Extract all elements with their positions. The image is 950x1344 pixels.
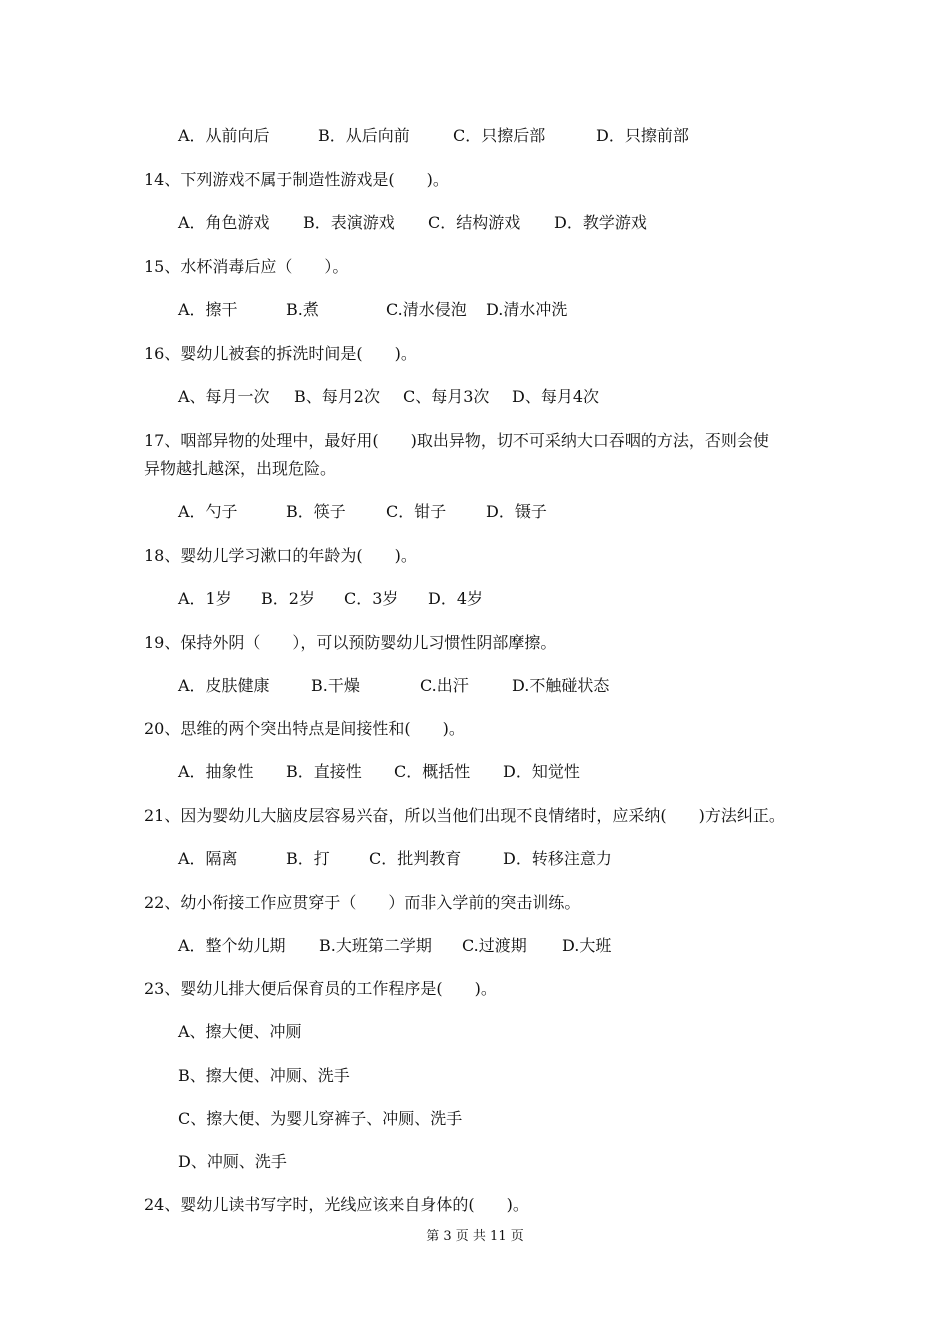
option-a: A．隔离 (178, 849, 238, 868)
option-a: A．整个幼儿期 (178, 936, 286, 955)
option-a: A．勺子 (178, 502, 238, 521)
option-b: B.干燥 (311, 676, 360, 695)
option-a: A．擦干 (178, 300, 238, 319)
option-a: A．从前向后 (178, 126, 270, 145)
option-c: C．钳子 (386, 502, 447, 521)
question-18-stem: 18、婴幼儿学习漱口的年龄为( )。 (144, 546, 417, 565)
question-23-option-d: D、冲厕、洗手 (178, 1152, 287, 1171)
option-c: C、每月3次 (403, 387, 490, 406)
option-a: A．皮肤健康 (178, 676, 270, 695)
option-c: C.过渡期 (462, 936, 527, 955)
option-d: D．知觉性 (503, 762, 580, 781)
question-16-stem: 16、婴幼儿被套的拆洗时间是( )。 (144, 344, 417, 363)
option-b: B．2岁 (261, 589, 315, 608)
question-15-stem: 15、水杯消毒后应（ ）。 (144, 257, 349, 276)
option-d: D．4岁 (428, 589, 484, 608)
question-17-stem-line1: 17、咽部异物的处理中，最好用( )取出异物，切不可采纳大口吞咽的方法，否则会使 (144, 431, 769, 450)
option-c: C．批判教育 (369, 849, 462, 868)
option-b: B．筷子 (286, 502, 346, 521)
option-b: B．表演游戏 (303, 213, 395, 232)
question-19-stem: 19、保持外阴（ ），可以预防婴幼儿习惯性阴部摩擦。 (144, 633, 557, 652)
question-24-stem: 24、婴幼儿读书写字时，光线应该来自身体的( )。 (144, 1195, 529, 1214)
option-d: D．只擦前部 (596, 126, 689, 145)
question-23-stem: 23、婴幼儿排大便后保育员的工作程序是( )。 (144, 979, 497, 998)
question-23-option-a: A、擦大便、冲厕 (178, 1022, 302, 1041)
option-d: D、每月4次 (512, 387, 600, 406)
option-d: D.清水冲洗 (486, 300, 568, 319)
option-c: C.出汗 (420, 676, 469, 695)
option-c: C．概括性 (394, 762, 471, 781)
option-b: B、每月2次 (294, 387, 380, 406)
option-a: A．1岁 (178, 589, 232, 608)
question-21-stem: 21、因为婴幼儿大脑皮层容易兴奋，所以当他们出现不良情绪时，应采纳( )方法纠正。 (144, 806, 785, 825)
option-a: A、每月一次 (178, 387, 270, 406)
question-23-option-b: B、擦大便、冲厕、洗手 (178, 1066, 350, 1085)
option-b: B．从后向前 (318, 126, 410, 145)
option-d: D.不触碰状态 (512, 676, 610, 695)
question-17-stem-line2: 异物越扎越深，出现危险。 (144, 459, 337, 478)
option-b: B.大班第二学期 (319, 936, 432, 955)
page-footer: 第 3 页 共 11 页 (426, 1229, 524, 1244)
option-d: D．转移注意力 (503, 849, 612, 868)
question-23-option-c: C、擦大便、为婴儿穿裤子、冲厕、洗手 (178, 1109, 463, 1128)
option-d: D.大班 (562, 936, 612, 955)
option-b: B.煮 (286, 300, 319, 319)
option-c: C.清水侵泡 (386, 300, 467, 319)
option-b: B．直接性 (286, 762, 362, 781)
option-c: C．3岁 (344, 589, 399, 608)
question-22-stem: 22、幼小衔接工作应贯穿于（ ）而非入学前的突击训练。 (144, 893, 581, 912)
option-d: D．教学游戏 (554, 213, 647, 232)
option-c: C．只擦后部 (453, 126, 546, 145)
option-a: A．角色游戏 (178, 213, 270, 232)
option-d: D．镊子 (486, 502, 547, 521)
question-20-stem: 20、思维的两个突出特点是间接性和( )。 (144, 719, 465, 738)
option-a: A．抽象性 (178, 762, 254, 781)
question-14-stem: 14、下列游戏不属于制造性游戏是( )。 (144, 170, 449, 189)
option-b: B．打 (286, 849, 330, 868)
option-c: C．结构游戏 (428, 213, 521, 232)
